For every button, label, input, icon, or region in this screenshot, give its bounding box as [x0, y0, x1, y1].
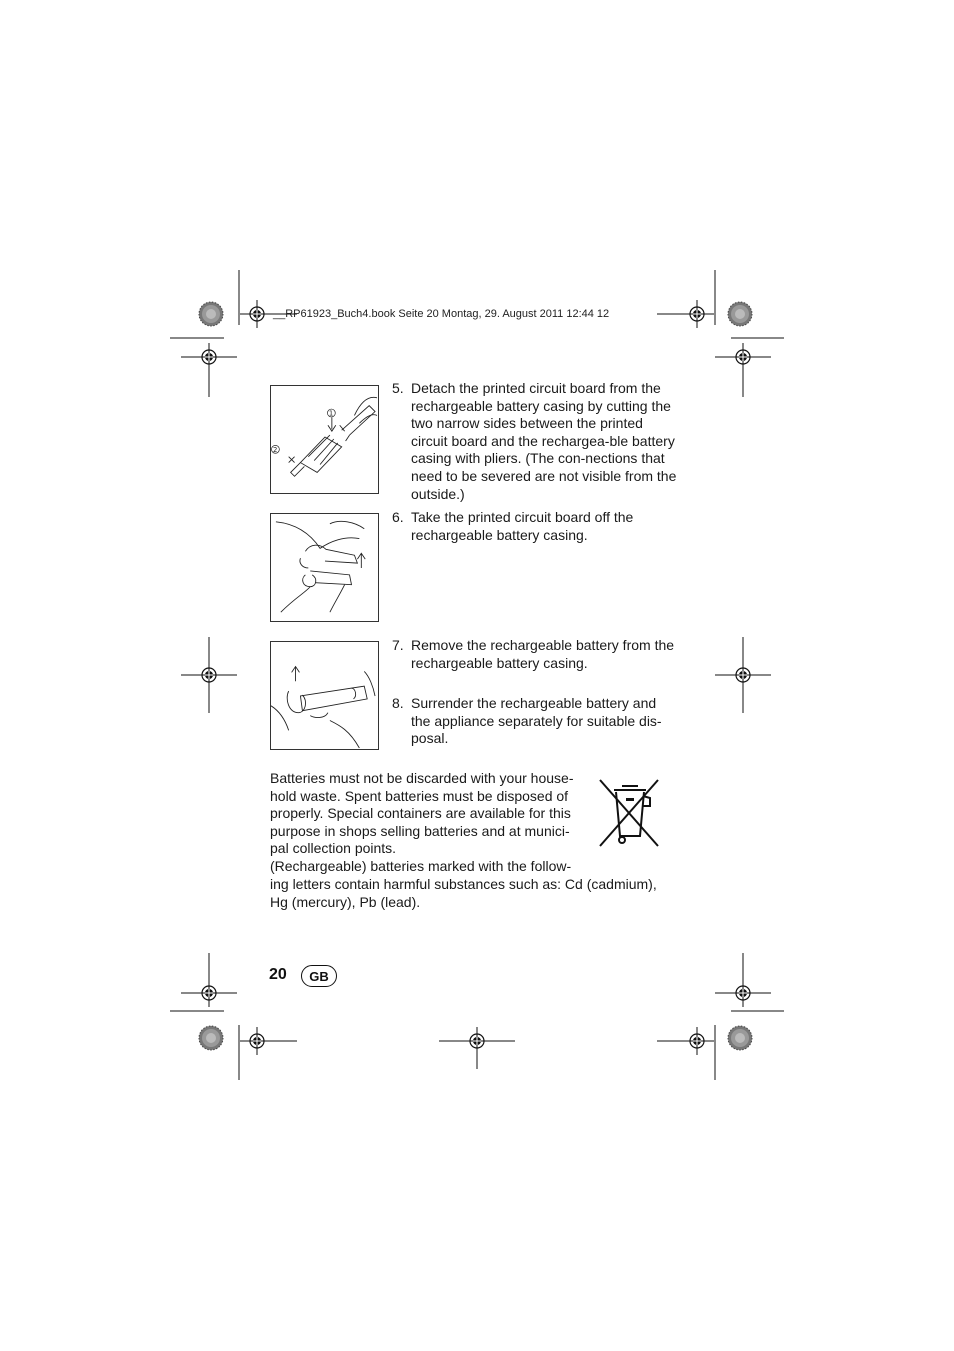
- callout-2: 2: [272, 445, 278, 454]
- color-density-disc-icon: [728, 1026, 752, 1050]
- step-8: [392, 695, 677, 748]
- step-text: Take the printed circuit board off the rechargeable battery casing.: [411, 509, 634, 543]
- registration-mark-icon: [439, 1027, 515, 1069]
- color-density-disc-icon: [199, 1026, 223, 1050]
- step-number: 6.: [392, 509, 404, 525]
- step-text: Detach the printed circuit board from the rechargeable battery casing by cutting the two narrow sides between the printed circuit board and the rechargea-ble battery casing with pliers. (The con-nections that need to be severed are not visible from the outside.): [411, 380, 677, 502]
- registration-mark-icon: [657, 300, 714, 328]
- file-info-header: __RP61923_Buch4.book Seite 20 Montag, 29. August 2011 12:44 12: [273, 308, 610, 320]
- registration-mark-icon: [657, 1027, 714, 1055]
- crossed-out-wheelie-bin-icon: [596, 776, 664, 848]
- step-text: Remove the rechargeable battery from the rechargeable battery casing.: [411, 637, 675, 671]
- step-number: 5.: [392, 380, 404, 396]
- language-badge: GB: [301, 965, 337, 987]
- rechargeable-note: [270, 876, 670, 911]
- step-7: [392, 637, 677, 672]
- step-text: Surrender the rechargeable battery and the appliance separately for suitable dis-posal.: [411, 695, 662, 747]
- step-6: [392, 509, 677, 544]
- registration-mark-icon: [240, 1027, 297, 1055]
- registration-mark-icon: [181, 953, 237, 1007]
- registration-mark-icon: [181, 637, 237, 713]
- registration-mark-icon: [181, 343, 237, 397]
- disposal-text: Batteries must not be discarded with your house-hold waste. Spent batteries must be disposed of properly. Special containers are available for this purpose in shops selling batteries and at munici-pal collection points.: [270, 770, 574, 857]
- hands-pcb-illustration: [271, 514, 378, 621]
- pliers-illustration: [271, 386, 378, 493]
- callout-1: 1: [328, 409, 334, 418]
- color-density-disc-icon: [728, 302, 752, 326]
- registration-mark-icon: [715, 637, 771, 713]
- page-number: 20: [269, 966, 287, 983]
- registration-mark-icon: [715, 343, 771, 397]
- color-density-disc-icon: [199, 302, 223, 326]
- step-number: 8.: [392, 695, 404, 711]
- step-5: [392, 380, 677, 503]
- rechargeable-note-first-line: (Rechargeable) batteries marked with the follow-: [270, 857, 572, 874]
- registration-mark-icon: [715, 953, 771, 1007]
- figure-remove-pcb: [270, 513, 379, 622]
- step-number: 7.: [392, 637, 404, 653]
- figure-remove-battery: [270, 641, 379, 750]
- rechargeable-note-text: ing letters contain harmful substances such as: Cd (cadmium), Hg (mercury), Pb (lead).: [270, 876, 657, 910]
- battery-removal-illustration: [271, 642, 378, 749]
- figure-cutting-pcb: [270, 385, 379, 494]
- disposal-paragraph: [270, 770, 582, 876]
